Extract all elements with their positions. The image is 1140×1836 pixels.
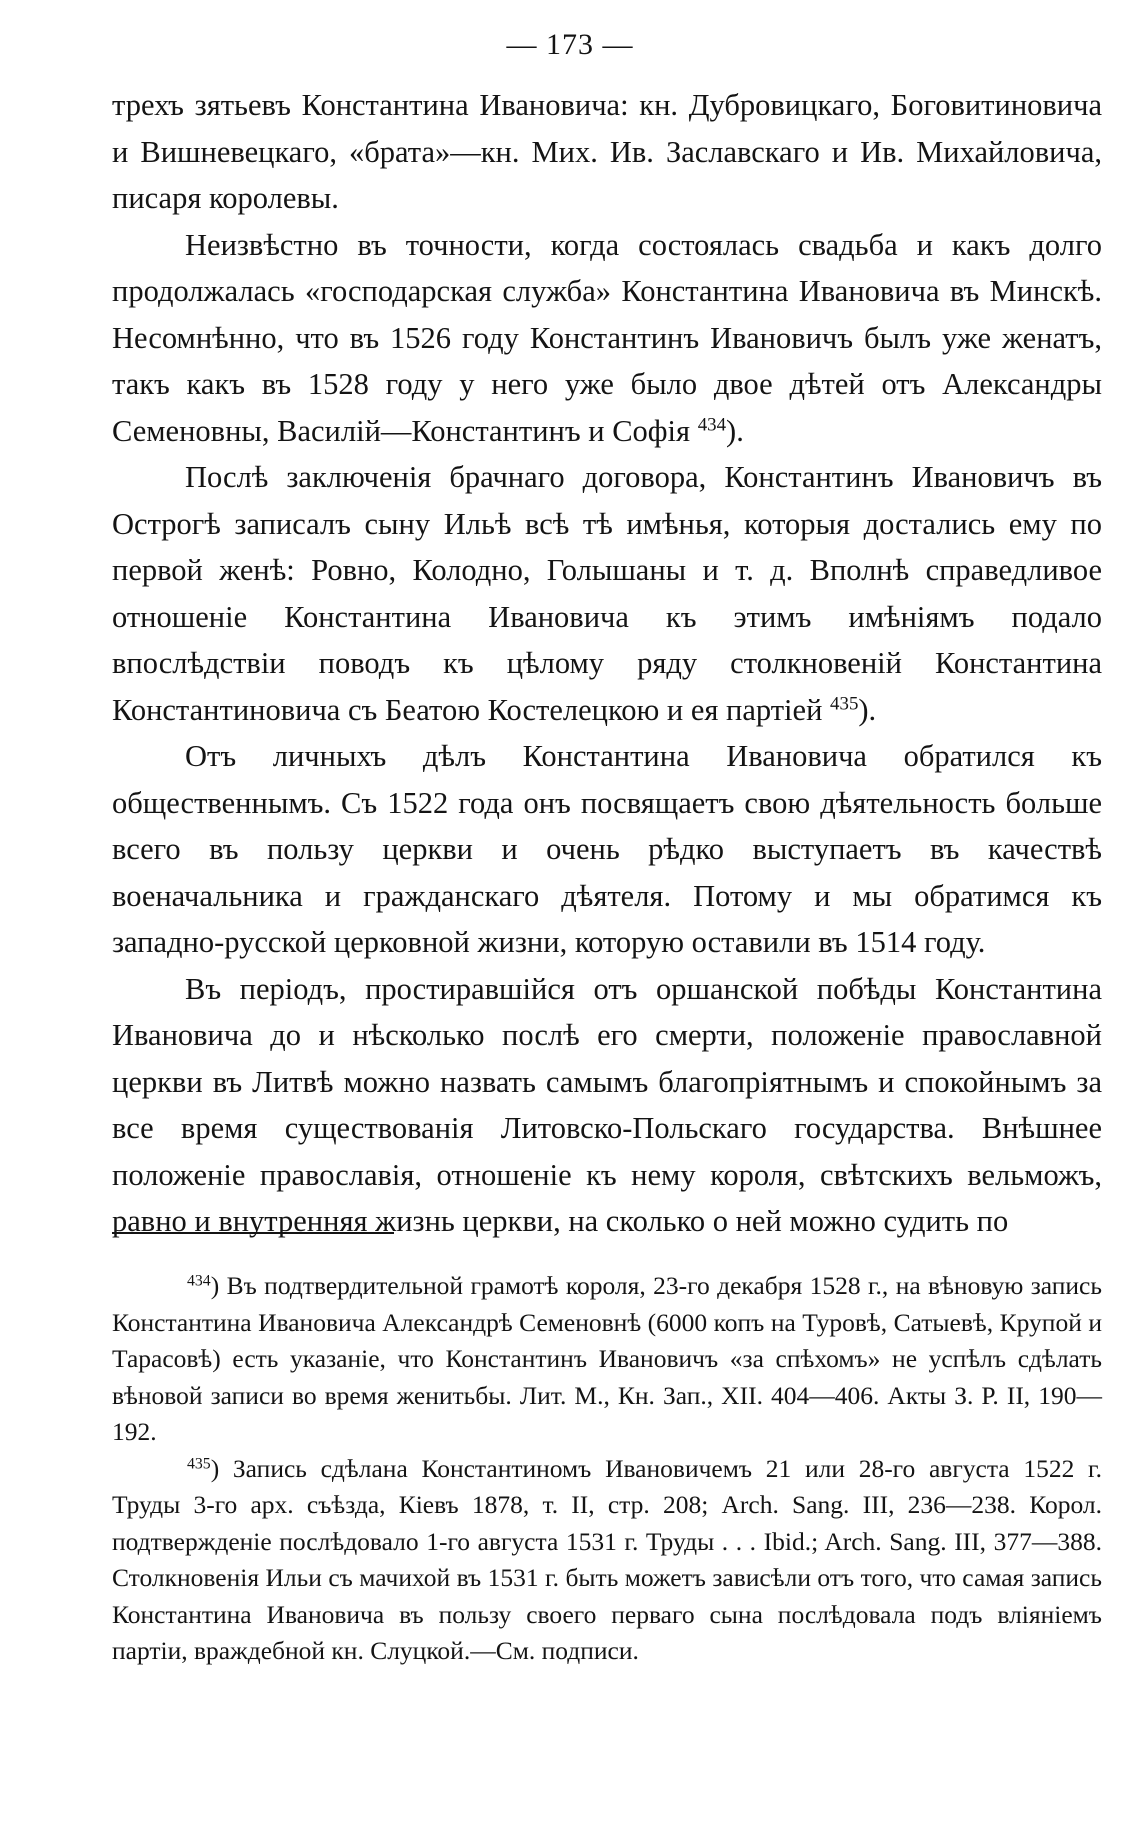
footnote-number: 435 (187, 1454, 211, 1472)
footnote-reference[interactable]: 435 (830, 693, 859, 715)
paragraph: Отъ личныхъ дѣлъ Константина Ивановича обратился къ общественнымъ. Съ 1522 года онъ посвящаетъ свою дѣятельность больше всего въ пользу церкви и очень рѣдко выступаетъ въ качествѣ военачальника и гражданскаго дѣятеля. Потому и мы обратимся къ западно-русской церковной жизни, которую оставили въ 1514 году. (112, 739, 1102, 959)
paragraph: Въ періодъ, простиравшійся отъ оршанской побѣды Константина Ивановича до и нѣсколько послѣ его смерти, положеніе православной церкви въ Литвѣ можно назвать самымъ благопріятнымъ и спокойнымъ за все время существованія Литовско-Польскаго государства. Внѣшнее положеніе православія, отношеніе къ нему короля, свѣтскихъ вельможъ, равно и внутренняя жизнь церкви, на сколько о ней можно судить по (112, 971, 1102, 1238)
paragraph: Неизвѣстно въ точности, когда состоялась свадьба и какъ долго продолжалась «господарская служба» Константина Ивановича въ Минскѣ. Несомнѣнно, что въ 1526 году Константинъ Ивановичъ былъ уже женатъ, такъ какъ въ 1528 году у него уже было двое дѣтей отъ Александры Семеновны, Василій—Константинъ и Софія $^{434}$). (112, 227, 1102, 448)
footnotes (112, 1268, 1102, 1670)
paragraph: Послѣ заключенія брачнаго договора, Константинъ Ивановичъ въ Острогѣ записалъ сыну Ильѣ всѣ тѣ имѣнья, которыя достались ему по первой женѣ: Ровно, Колодно, Голышаны и т. д. Вполнѣ справедливое отношеніе Константина Ивановича къ этимъ имѣніямъ подало впослѣдствіи поводъ къ цѣлому ряду столкновеній Константина Константиновича съ Беатою Костелецкою и ея партіей $^{435}$). (112, 460, 1102, 727)
paragraph: трехъ зятьевъ Константина Ивановича: кн. Дубровицкаго, Боговитиновича и Вишневецкаго, «брата»—кн. Мих. Ив. Заславскаго и Ив. Михайловича, писаря королевы. (112, 88, 1102, 215)
page-number: — 173 — (506, 28, 634, 61)
main-text (112, 82, 1102, 1245)
footnote-number: 434 (187, 1272, 211, 1290)
footnote-reference[interactable]: 434 (697, 414, 727, 436)
footnote: $^{434}$) Въ подтвердительной грамотѣ короля, 23-го декабря 1528 г., на вѣновую запись Константина Ивановича Александрѣ Семеновнѣ (6000 копъ на Туровѣ, Сатыевѣ, Крупой и Тарасовѣ) есть указаніе, что Константинъ Ивановичъ «за спѣхомъ» не успѣлъ сдѣлать вѣновой записи во время женитьбы. Лит. М., Кн. Зап., XII. 404—406. Акты З. Р. II, 190—192. (112, 1271, 1102, 1446)
footnote-divider (112, 1232, 394, 1234)
footnote: $^{435}$) Запись сдѣлана Константиномъ Ивановичемъ 21 или 28-го августа 1522 г. Труды 3-го арх. съѣзда, Кіевъ 1878, т. II, стр. 208; Arch. Sang. III, 236—238. Корол. подтвержденіе послѣдовало 1-го августа 1531 г. Труды . . . Ibid.; Arch. Sang. III, 377—388. Столкновенія Ильи съ мачихой въ 1531 г. быть можетъ зависѣли отъ того, что самая запись Константина Ивановича въ пользу своего перваго сына послѣдовала подъ вліяніемъ партіи, враждебной кн. Слуцкой.—См. подписи. (112, 1453, 1102, 1665)
